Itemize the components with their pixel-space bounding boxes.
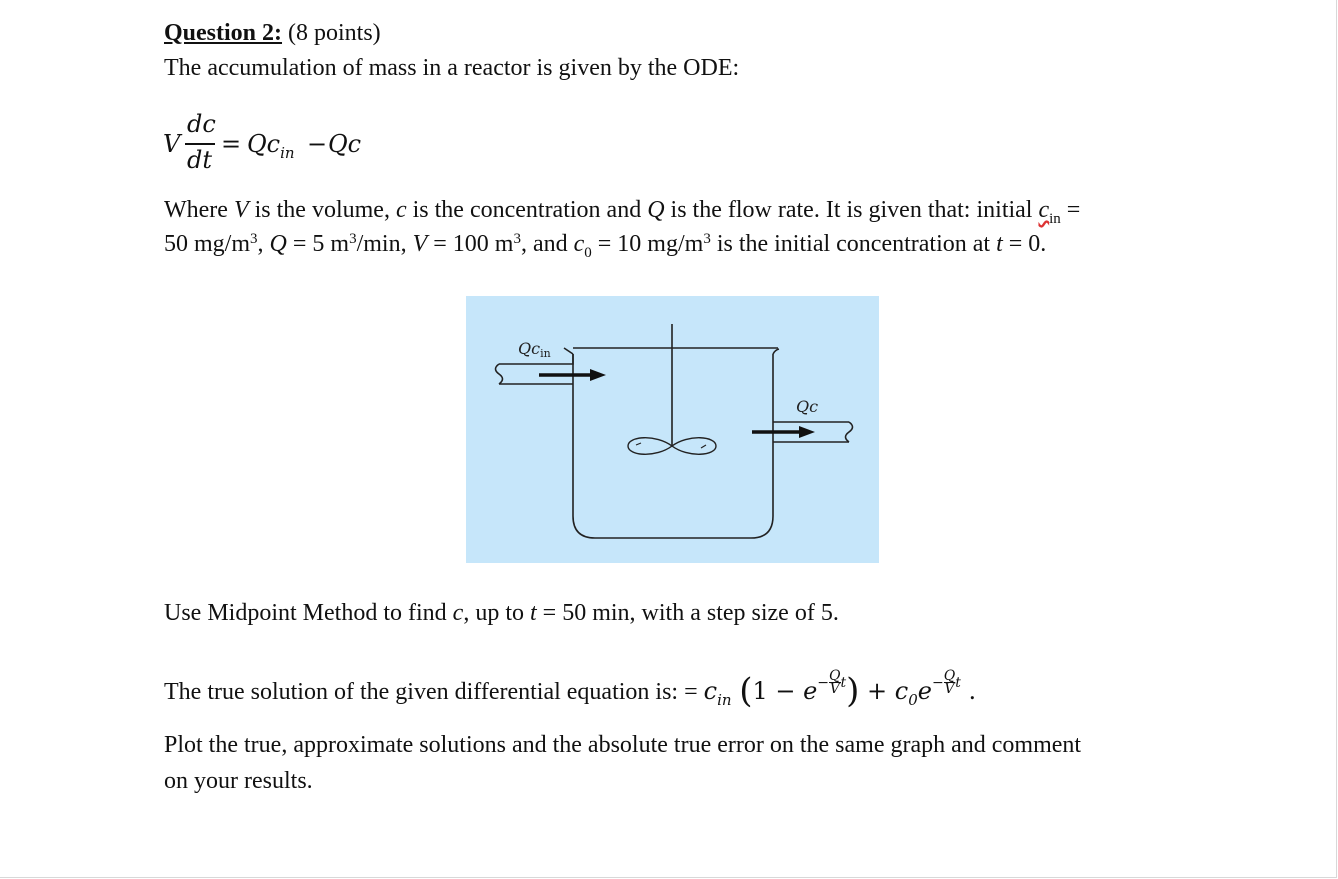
formula-one-minus: 1 − bbox=[752, 677, 804, 705]
given-values-line-1 bbox=[164, 197, 1080, 228]
inflow-label-main: Qc bbox=[518, 339, 541, 358]
formula-exponent bbox=[817, 670, 846, 695]
superscript: 3 bbox=[250, 231, 258, 247]
text-segment: , and bbox=[520, 231, 574, 257]
var-q: Q bbox=[269, 231, 287, 257]
superscript: 3 bbox=[703, 231, 711, 247]
text-segment: is the flow rate. It is given that: initial bbox=[664, 197, 1039, 223]
var-t: t bbox=[529, 600, 537, 626]
var-t: t bbox=[996, 231, 1003, 257]
plot-instruction-line-2: on your results. bbox=[164, 768, 313, 794]
reactor-diagram bbox=[466, 296, 879, 563]
question-intro: The accumulation of mass in a reactor is given by the ODE: bbox=[164, 55, 740, 81]
plot-instruction-line-1: Plot the true, approximate solutions and the absolute true error on the same graph and comment bbox=[164, 732, 1082, 758]
formula-paren-open: ( bbox=[739, 671, 753, 711]
text-segment: = 10 mg/m bbox=[591, 231, 704, 257]
inflow-label bbox=[518, 339, 551, 360]
text-segment: 50 mg/m bbox=[164, 231, 251, 257]
ode-equals: = bbox=[221, 130, 242, 158]
inflow-label-sub: in bbox=[540, 347, 551, 360]
text-segment: is the concentration and bbox=[406, 197, 648, 223]
var-v: V bbox=[412, 231, 428, 257]
outflow-arrow-head bbox=[799, 426, 815, 438]
var-c: c bbox=[1038, 197, 1050, 223]
formula-exponent bbox=[932, 670, 961, 695]
exponent-denominator: V bbox=[829, 681, 840, 697]
question-label: Question 2: bbox=[164, 20, 283, 46]
text-segment: = bbox=[1060, 197, 1081, 223]
ode-outflow-term: Qc bbox=[328, 130, 362, 158]
var-c: c bbox=[573, 231, 585, 257]
var-c-in bbox=[1038, 197, 1061, 227]
text-segment: , bbox=[257, 231, 270, 257]
exponent-numerator: Q bbox=[829, 668, 841, 684]
text-segment: is the volume, bbox=[248, 197, 396, 223]
text-segment: is the initial concentration at bbox=[710, 231, 997, 257]
exponent-t: t bbox=[840, 675, 847, 691]
true-solution-prefix: The true solution of the given differential equation is: = bbox=[164, 679, 704, 705]
exponent-denominator: V bbox=[944, 681, 955, 697]
ode-volume: V bbox=[163, 130, 181, 158]
formula-e: e bbox=[917, 677, 932, 705]
text-segment: = 50 min, with a step size of 5. bbox=[536, 600, 839, 626]
exponent-minus: − bbox=[932, 675, 944, 691]
inflow-arrow-head bbox=[590, 369, 606, 381]
exponent-minus: − bbox=[817, 675, 830, 691]
ode-term1-sub: in bbox=[280, 143, 295, 162]
exponent-t: t bbox=[955, 675, 961, 691]
ode-numerator: dc bbox=[187, 110, 216, 138]
text-segment: Where bbox=[164, 197, 234, 223]
formula-period: . bbox=[968, 677, 977, 705]
formula-paren-close: ) bbox=[846, 671, 860, 711]
superscript: 3 bbox=[513, 231, 521, 247]
text-segment: , up to bbox=[463, 600, 530, 626]
formula-c-in: c bbox=[703, 677, 718, 705]
question-header bbox=[164, 20, 381, 47]
outlet-pipe-end bbox=[846, 422, 853, 442]
ode-denominator: dt bbox=[187, 146, 213, 174]
formula-e: e bbox=[803, 677, 818, 705]
given-values-line-2 bbox=[164, 231, 1046, 262]
true-solution-formula bbox=[703, 668, 977, 711]
text-segment: = 0. bbox=[1002, 231, 1047, 257]
var-c: c bbox=[395, 197, 407, 223]
fraction-bar bbox=[185, 143, 215, 145]
var-c: c bbox=[452, 600, 464, 626]
subscript-0: 0 bbox=[584, 244, 592, 261]
formula-c0: c bbox=[894, 677, 909, 705]
superscript: 3 bbox=[349, 231, 357, 247]
true-solution-line bbox=[164, 670, 976, 711]
text-segment: Use Midpoint Method to find bbox=[164, 600, 453, 626]
formula-c0-sub: 0 bbox=[908, 690, 918, 709]
var-v: V bbox=[233, 197, 249, 223]
subscript-in: in bbox=[1049, 210, 1061, 227]
ode-term1: Qc bbox=[247, 130, 281, 158]
question-points: (8 points) bbox=[282, 20, 381, 46]
ode-minus: − bbox=[307, 130, 328, 158]
inlet-pipe-end bbox=[496, 364, 503, 384]
formula-c-in-sub: in bbox=[717, 690, 732, 709]
ode-inflow-term bbox=[247, 130, 295, 162]
midpoint-instruction bbox=[164, 600, 839, 627]
outflow-label: Qc bbox=[796, 397, 819, 416]
text-segment: = 5 m bbox=[286, 231, 350, 257]
reactor-illustration bbox=[466, 296, 879, 563]
exponent-numerator: Q bbox=[943, 668, 956, 684]
text-segment: = 100 m bbox=[427, 231, 514, 257]
text-segment: /min, bbox=[356, 231, 413, 257]
formula-plus: + bbox=[859, 677, 895, 705]
var-q: Q bbox=[647, 197, 665, 223]
